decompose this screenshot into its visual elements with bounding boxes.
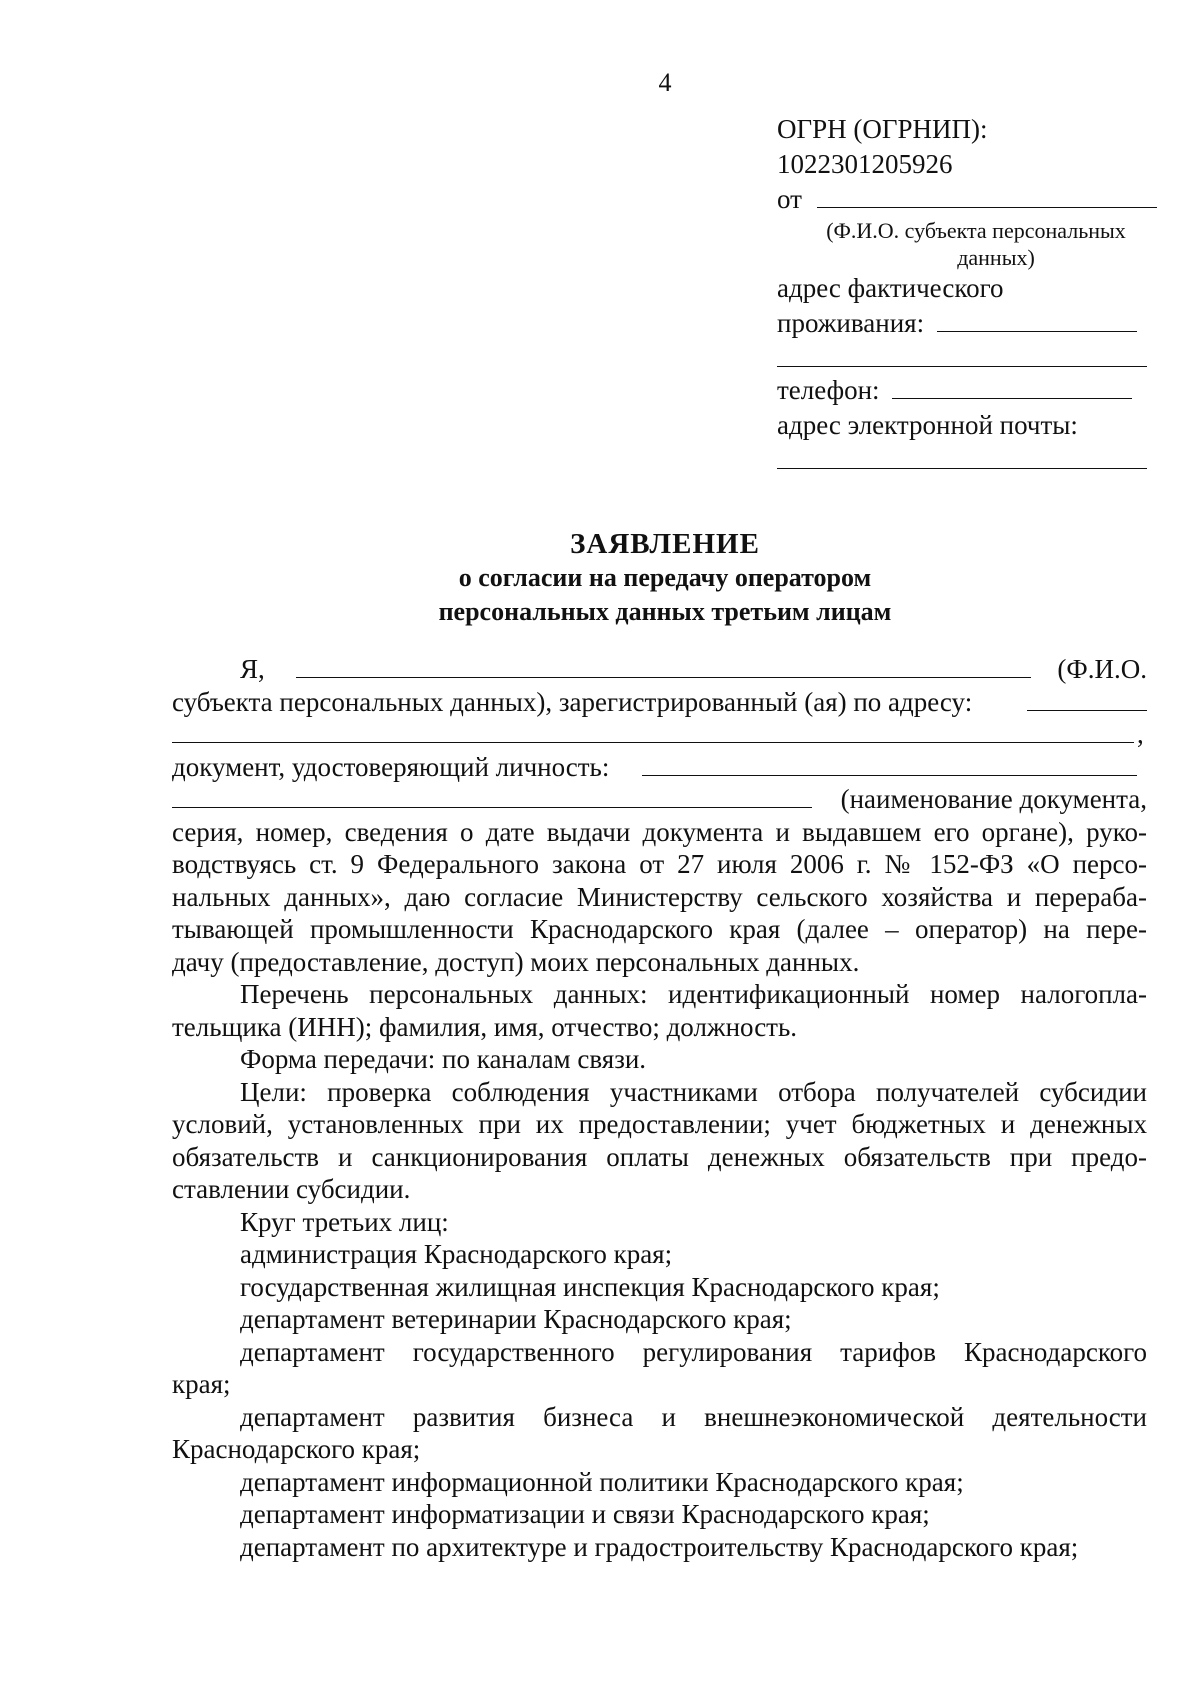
address-blank-line[interactable] [937, 309, 1137, 332]
addressee-block [777, 112, 1155, 469]
from-label: от [777, 184, 802, 214]
ya-label: Я, [240, 654, 265, 684]
paragraph-line: водствуясь ст. 9 Федерального закона от 27 июля 2006 г. № 152-ФЗ «О персо- [172, 849, 1147, 879]
list-item: государственная жилищная инспекция Краснодарского края; [240, 1271, 940, 1302]
from-hint-line-2: данных) [957, 245, 1035, 270]
address-reg-label: субъекта персональных данных), зарегистрированный (ая) по адресу: [172, 686, 973, 717]
address-row [777, 306, 1155, 341]
list-item: департамент ветеринарии Краснодарского края; [240, 1304, 792, 1334]
address-reg-row-2 [172, 718, 1147, 751]
address-reg-row [172, 686, 1147, 719]
from-row [777, 182, 1155, 217]
address-label-1: адрес фактического [777, 273, 1004, 303]
statement-body [172, 653, 1147, 1563]
paragraph-line: дачу (предоставление, доступ) моих персональных данных. [172, 946, 860, 977]
list-item: департамент информатизации и связи Краснодарского края; [240, 1499, 930, 1529]
address-blank-line-2[interactable] [777, 341, 1147, 367]
phone-row [777, 373, 1155, 408]
paragraph-line: Перечень персональных данных: идентификационный номер налогопла- [240, 979, 1147, 1009]
phone-blank-line[interactable] [892, 376, 1132, 399]
from-hint [777, 217, 1155, 271]
paragraph-line: нальных данных», даю согласие Министерству сельского хозяйства и перераба- [172, 881, 1147, 912]
list-item: департамент информационной политики Краснодарского края; [240, 1466, 964, 1497]
paragraph-line: серия, номер, сведения о дате выдачи документа и выдавшем его органе), руко- [172, 816, 1147, 847]
email-blank-line[interactable] [777, 443, 1147, 469]
email-label: адрес электронной почты: [777, 410, 1078, 440]
document-blank-line-2[interactable] [172, 783, 812, 808]
from-blank-line[interactable] [817, 185, 1157, 208]
paragraph-line: тельщика (ИНН); фамилия, имя, отчество; должность. [172, 1011, 798, 1042]
from-hint-line-1: (Ф.И.О. субъекта персональных [826, 218, 1126, 243]
paragraph-line: тывающей промышленности Краснодарского края (далее – оператор) на пере- [172, 914, 1147, 944]
fio-blank-line[interactable] [296, 653, 1031, 678]
list-item-continuation: Краснодарского края; [172, 1434, 421, 1464]
fio-hint: (Ф.И.О. [1057, 654, 1147, 684]
document-row-2 [172, 783, 1147, 816]
ogrn-label: ОГРН (ОГРНИП): [777, 114, 988, 144]
list-item: администрация Краснодарского края; [240, 1239, 673, 1269]
document-subtitle-2: персональных данных третьим лицам [438, 597, 892, 626]
list-item: департамент по архитектуре и градостроительству Краснодарского края; [240, 1531, 1079, 1562]
document-title: ЗАЯВЛЕНИЕ [570, 528, 760, 560]
paragraph-line: обязательств и санкционирования оплаты денежных обязательств при предо- [172, 1141, 1147, 1172]
paragraph-line: условий, установленных при их предоставлении; учет бюджетных и денежных [172, 1109, 1147, 1139]
address-reg-blank-line-2[interactable] [172, 718, 1134, 743]
list-item: департамент развития бизнеса и внешнеэкономической деятельности [240, 1401, 1147, 1432]
document-blank-line[interactable] [642, 751, 1137, 776]
phone-label: телефон: [777, 375, 880, 405]
third-parties-heading: Круг третьих лиц: [240, 1206, 449, 1237]
fio-row [172, 653, 1147, 686]
ogrn-value: 1022301205926 [777, 149, 953, 179]
paragraph-line: Цели: проверка соблюдения участниками отбора получателей субсидии [240, 1076, 1147, 1107]
paragraph-line: ставлении субсидии. [172, 1174, 411, 1204]
list-item-continuation: края; [172, 1369, 231, 1399]
page-number: 4 [658, 68, 672, 97]
address-reg-blank-line[interactable] [1027, 686, 1147, 711]
document-hint: (наименование документа, [840, 784, 1147, 814]
document-subtitle-1: о согласии на передачу оператором [458, 563, 872, 592]
transfer-form: Форма передачи: по каналам связи. [240, 1044, 647, 1074]
address-comma: , [1137, 719, 1144, 749]
document-row [172, 751, 1147, 784]
list-item: департамент государственного регулирования тарифов Краснодарского [240, 1336, 1147, 1367]
address-label-2: проживания: [777, 308, 925, 338]
document-label: документ, удостоверяющий личность: [172, 751, 610, 782]
